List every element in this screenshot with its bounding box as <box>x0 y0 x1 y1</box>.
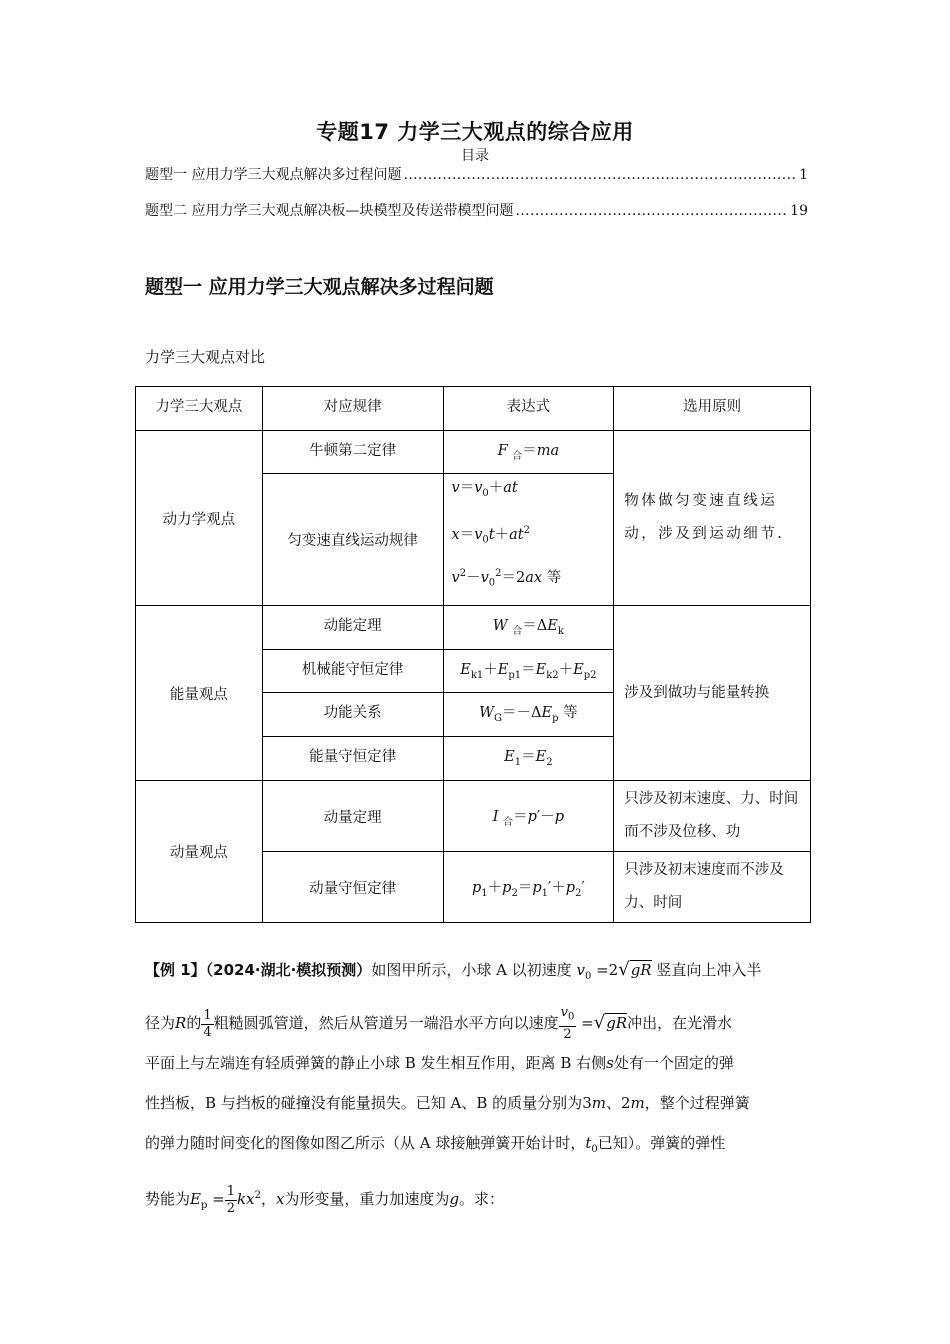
law-cell: 牛顿第二定律 <box>262 431 443 474</box>
example-paragraph <box>145 950 810 1226</box>
formula-cell: $E_{k1}+E_{p1}=E_{k2}+E_{p2}$ <box>443 650 614 693</box>
formula-cell: W $_合=\Delta E_k$ <box>443 606 614 650</box>
example-line: 【例 1】（2024·湖北·模拟预测）如图甲所示，小球 A 以初速度 $v_0 =2√gR$ 竖直向上冲入半 <box>145 959 762 982</box>
principle-energy: 涉及到做功与能量转换 <box>614 606 811 781</box>
formula-cell: $E_1=E_2$ <box>443 737 614 781</box>
group-dynamics: 动力学观点 <box>136 431 263 606</box>
law-cell: 功能关系 <box>262 693 443 737</box>
formula-cell: $W_G=-\Delta E_p$ 等 <box>443 693 614 737</box>
law-cell: 匀变速直线运动规律 <box>262 474 443 606</box>
formula-cell: F $_合$＝ma <box>443 431 614 474</box>
principle-dynamics: 物体做匀变速直线运动，涉及到运动细节. <box>614 431 811 606</box>
toc-leader <box>403 167 797 183</box>
table-row <box>136 781 811 852</box>
toc-entry-page: 19 <box>790 203 808 219</box>
example-tag: 【例 1】（2024·湖北·模拟预测） <box>145 961 372 979</box>
example-line: 径为R的 $\frac{1}{4}$ 粗糙圆弧管道，然后从管道另一端沿水平方向以速度 $\frac{v_0}{2}$ =√gR冲出，在光滑水 <box>145 1005 733 1042</box>
toc-entry-label: 题型二 应用力学三大观点解决板—块模型及传送带模型问题 <box>145 203 514 219</box>
doc-title: 专题17 力学三大观点的综合应用 <box>316 120 634 144</box>
law-cell: 能量守恒定律 <box>262 737 443 781</box>
example-line: 性挡板，B 与挡板的碰撞没有能量损失。已知 A、B 的质量分别为3m、2m，整个过程弹簧 <box>145 1094 750 1112</box>
table-caption: 力学三大观点对比 <box>145 348 266 366</box>
example-line: 平面上与左端连有轻质弹簧的静止小球 B 发生相互作用，距离 B 右侧s处有一个固定的弹 <box>145 1054 734 1072</box>
table-header: 选用原则 <box>614 387 811 431</box>
table-header: 力学三大观点 <box>136 387 263 431</box>
toc-heading: 目录 <box>461 148 489 164</box>
formula-cell: $v=v_0+at$ $x=v_0t+at^2$ $v^2-v_0^2=2ax$ 等 <box>443 474 614 606</box>
toc-entry[interactable] <box>145 200 808 220</box>
law-cell: 动能定理 <box>262 606 443 650</box>
table-row <box>136 606 811 650</box>
table-row <box>136 431 811 474</box>
toc-entry-label: 题型一 应用力学三大观点解决多过程问题 <box>145 167 402 183</box>
group-momentum: 动量观点 <box>136 781 263 923</box>
toc-entry[interactable] <box>145 164 808 184</box>
formula-cell: $p_1+p_2=p_1'+p_2'$ <box>443 852 614 923</box>
toc-entry-page: 1 <box>799 167 808 183</box>
group-energy: 能量观点 <box>136 606 263 781</box>
section-heading: 题型一 应用力学三大观点解决多过程问题 <box>145 276 494 298</box>
law-cell: 机械能守恒定律 <box>262 650 443 693</box>
law-cell: 动量守恒定律 <box>262 852 443 923</box>
comparison-table <box>135 386 811 923</box>
table-header: 对应规律 <box>262 387 443 431</box>
example-line: 的弹力随时间变化的图像如图乙所示（从 A 球接触弹簧开始计时，$t_0$已知）。弹簧的弹性 <box>145 1134 726 1155</box>
toc-leader <box>515 203 788 219</box>
example-line: 势能为$E_p$ = $\frac{1}{2}$ $kx^2$，x为形变量，重力加速度为g。求： <box>145 1183 505 1216</box>
formula-cell: I $_合$＝p′－p <box>443 781 614 852</box>
table-header: 表达式 <box>443 387 614 431</box>
table-header-row <box>136 387 811 431</box>
law-cell: 动量定理 <box>262 781 443 852</box>
principle-momentum-cons: 只涉及初末速度而不涉及力、时间 <box>614 852 811 923</box>
principle-momentum-theorem: 只涉及初末速度、力、时间而不涉及位移、功 <box>614 781 811 852</box>
